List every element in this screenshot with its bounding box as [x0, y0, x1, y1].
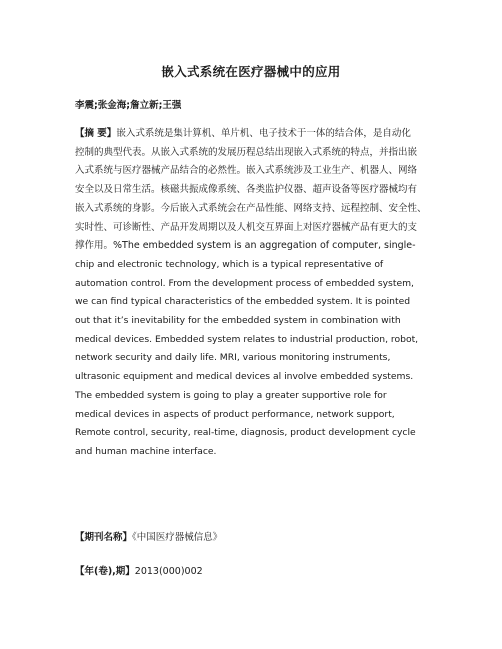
- year-label: 【年(卷),期】: [75, 566, 135, 577]
- abstract-line: chip and electronic technology, which is a typical representative of: [75, 258, 384, 270]
- year-volume-issue-row: [75, 563, 203, 577]
- abstract-line: 控制的典型代表。从嵌入式系统的发展历程总结出现嵌入式系统的特点，并指出嵌: [75, 146, 418, 158]
- abstract-line: 撑作用。%The embedded system is an aggregation of computer, single-: [75, 240, 416, 252]
- abstract-line: 【摘 要】嵌入式系统是集计算机、单片机、电子技术于一体的结合体，是自动化: [75, 128, 411, 139]
- abstract-line: medical devices in aspects of product performance, network support,: [75, 408, 395, 420]
- abstract-line: The embedded system is going to play a greater supportive role for: [75, 389, 387, 401]
- abstract-line: 入式系统与医疗器械产品结合的必然性。嵌入式系统涉及工业生产、机器人、网络: [75, 165, 418, 177]
- abstract-line: medical devices. Embedded system relates to industrial production, robot,: [75, 333, 419, 345]
- abstract-line: and human machine interface.: [75, 445, 217, 457]
- paper-title: 嵌入式系统在医疗器械中的应用: [161, 64, 341, 79]
- abstract-block: [75, 125, 435, 462]
- journal-value: 《中国医疗器械信息》: [132, 532, 223, 543]
- abstract-line: we can find typical characteristics of the embedded system. It is pointed: [75, 296, 411, 308]
- journal-label: 【期刊名称】: [75, 532, 133, 543]
- abstract-line: 嵌入式系统的身影。今后嵌入式系统会在产品性能、网络支持、远程控制、安全性、: [75, 202, 427, 214]
- paper-authors: 李震;张金海;詹立新;王强: [75, 100, 182, 111]
- abstract-label: 【摘 要】: [75, 128, 117, 139]
- abstract-line: ultrasonic equipment and medical devices al involve embedded systems.: [75, 371, 414, 383]
- abstract-line: Remote control, security, real-time, diagnosis, product development cycle: [75, 427, 416, 439]
- journal-name-row: [75, 529, 222, 543]
- abstract-line: 安全以及日常生活。核磁共振成像系统、各类监护仪器、超声设备等医疗器械均有: [75, 184, 418, 196]
- abstract-line: out that it’s inevitability for the embedded system in combination with: [75, 315, 401, 327]
- abstract-line: 实时性、可诊断性、产品开发周期以及人机交互界面上对医疗器械产品有更大的支: [75, 221, 418, 233]
- abstract-line: network security and daily life. MRI, various monitoring instruments,: [75, 352, 391, 364]
- year-value: 2013(000)002: [134, 566, 203, 577]
- abstract-line: automation control. From the development process of embedded system,: [75, 277, 414, 289]
